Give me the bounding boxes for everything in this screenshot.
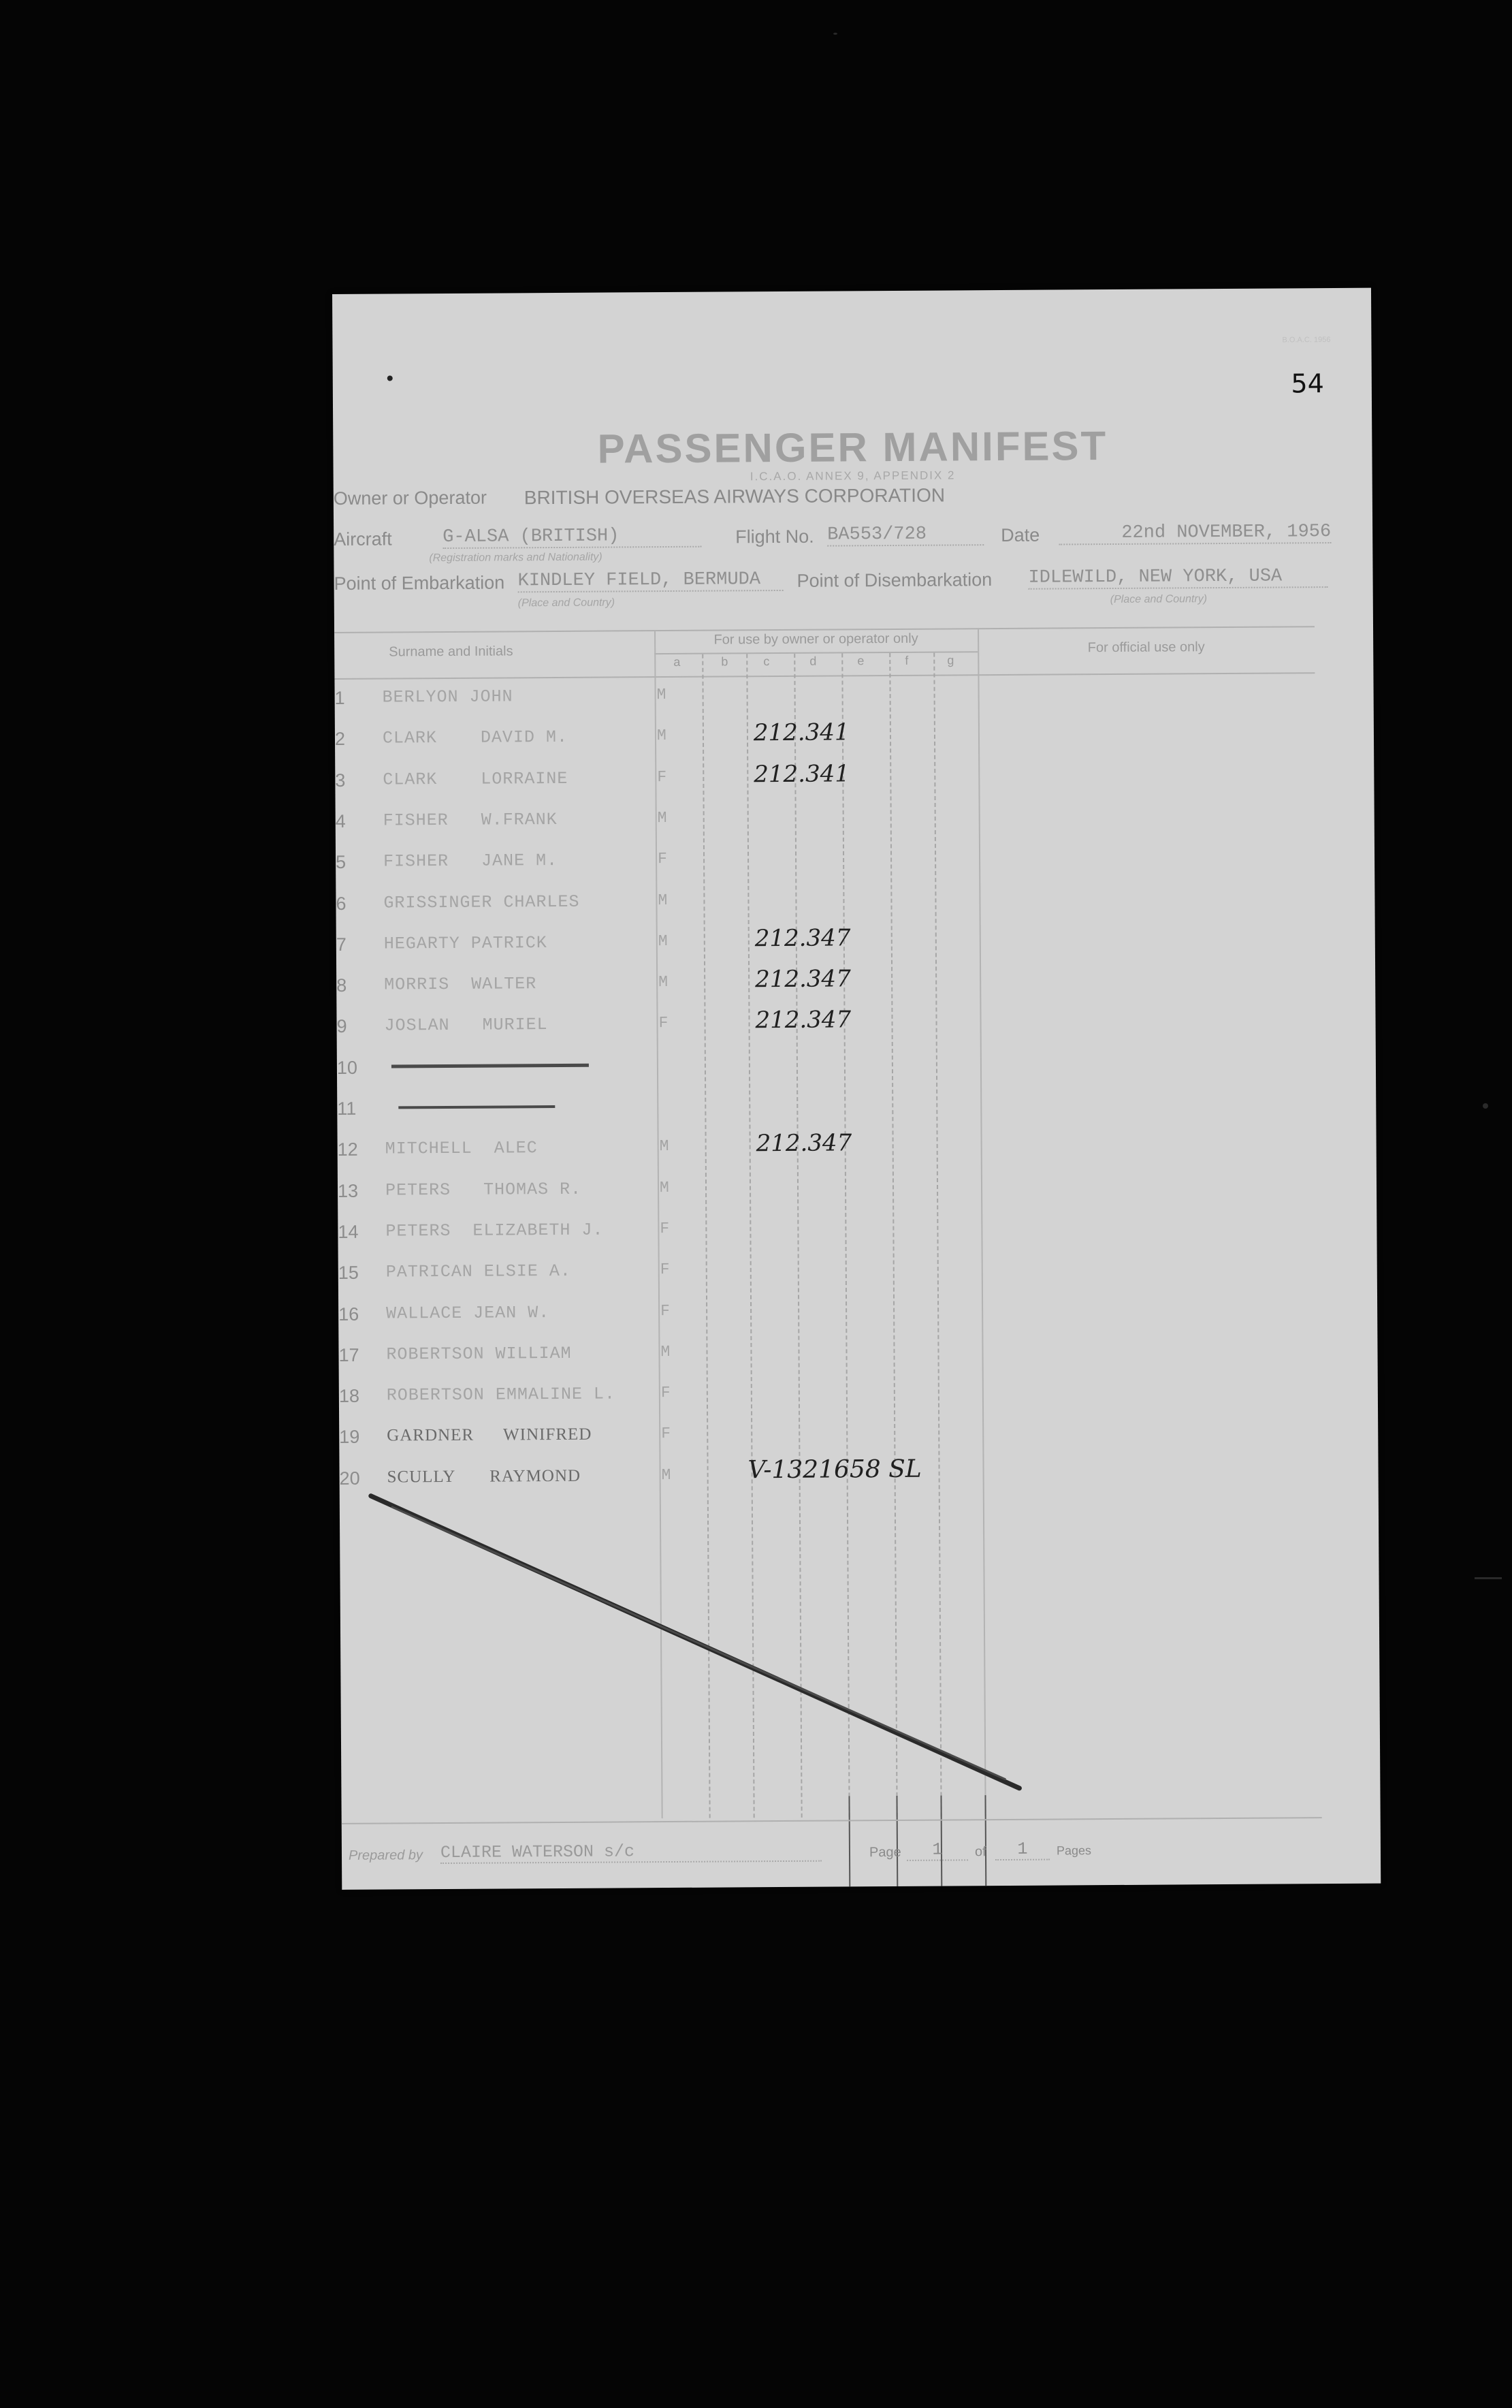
speck [1483,1103,1488,1109]
table-row [334,672,1373,719]
speck [1475,1577,1502,1579]
row-number: 12 [337,1139,358,1160]
table-row [338,1165,1377,1211]
passenger-sex: F [658,1014,669,1032]
row-number: 8 [336,975,347,996]
handwritten-code: V-1321658 SL [747,1455,922,1484]
passenger-name: WALLACE JEAN W. [386,1302,550,1324]
table-row [336,836,1374,883]
table-row [339,1411,1378,1458]
passenger-name: PATRICAN ELSIE A. [385,1261,571,1282]
passenger-sex: M [658,932,668,950]
passenger-name: CLARK DAVID M. [382,727,568,748]
passenger-sex: M [657,808,667,827]
passenger-sex: M [658,891,668,909]
passenger-name: FISHER JANE M. [383,851,558,872]
passenger-name: MORRIS WALTER [384,974,537,995]
passenger-sex: M [656,727,666,745]
header-names: Surname and Initials [389,644,513,660]
owner-label: Owner or Operator [333,487,487,509]
date-value: 22nd NOVEMBER, 1956 [1059,522,1331,545]
embark-caption: (Place and Country) [517,597,615,609]
ink-dot [387,375,393,381]
passenger-sex: F [660,1261,670,1279]
row-number: 6 [336,893,347,914]
passenger-name: GRISSINGER CHARLES [383,891,580,913]
pages-label: Pages [1056,1843,1092,1858]
passenger-sex: F [657,850,667,868]
flight-label: Flight No. [735,526,814,548]
page-label: Page [869,1844,901,1860]
passenger-sex: F [660,1301,671,1320]
passenger-name: BERLYON JOHN [382,686,513,708]
aircraft-value: G-ALSA (BRITISH) [443,526,701,549]
prepared-value: CLAIRE WATERSON s/c [440,1841,822,1864]
handwritten-code: 212.347 [755,965,851,994]
row-number: 4 [335,810,346,831]
passenger-name: GARDNER WINIFRED [387,1425,592,1445]
row-number: 13 [337,1180,359,1201]
speck [833,33,837,35]
cancellation-stroke [364,1485,1047,1803]
table-row [339,1370,1378,1417]
header-owner-use: For use by owner or operator only [713,631,918,648]
subcol-c: c [763,654,770,669]
flight-value: BA553/728 [827,524,984,546]
document-title: PASSENGER MANIFEST [597,423,1108,472]
passenger-name: HEGARTY PATRICK [383,932,547,954]
header-official-use: For official use only [1087,639,1205,656]
row-number: 1 [334,687,345,708]
passenger-name: ROBERTSON WILLIAM [386,1343,572,1365]
passenger-name: PETERS ELIZABETH J. [385,1220,604,1241]
passenger-sex: M [659,1178,669,1197]
embark-label: Point of Embarkation [334,572,505,594]
passenger-sex: F [660,1384,671,1402]
passenger-name: PETERS THOMAS R. [385,1179,582,1201]
row-number: 15 [338,1262,359,1284]
passenger-name: ROBERTSON EMMALINE L. [386,1384,616,1406]
table-row [335,713,1374,760]
owner-value: BRITISH OVERSEAS AIRWAYS CORPORATION [524,484,946,509]
passenger-sex: M [659,1137,669,1156]
handwritten-code: 212.341 [753,718,850,747]
row-number: 19 [339,1427,360,1448]
manifest-sheet [332,288,1381,1890]
table-row [336,918,1375,965]
row-number: 9 [336,1016,347,1037]
ink-guide [896,1796,899,1890]
subcol-a: a [673,654,681,669]
passenger-name: FISHER W.FRANK [383,809,558,831]
page-value: 1 [907,1839,968,1861]
table-row [338,1288,1377,1335]
embark-value: KINDLEY FIELD, BERMUDA [517,569,783,592]
ink-guide [984,1795,988,1890]
page-number: 54 [1291,368,1324,399]
date-label: Date [1001,524,1040,546]
row-number: 17 [338,1344,359,1365]
table-row [338,1329,1377,1376]
passenger-sex: F [657,767,667,786]
subcol-d: d [809,654,817,668]
passenger-name: SCULLY RAYMOND [387,1466,581,1487]
subcol-e: e [857,654,865,668]
disembark-label: Point of Disembarkation [797,569,993,591]
table-row [336,1000,1375,1047]
of-value: 1 [995,1839,1050,1860]
aircraft-label: Aircraft [334,528,392,550]
passenger-sex: M [661,1466,671,1484]
row-number: 16 [338,1303,359,1325]
passenger-sex: F [661,1425,671,1443]
passenger-sex: F [660,1219,670,1237]
row-number: 18 [338,1385,360,1407]
passenger-name: JOSLAN MURIEL [384,1015,548,1036]
corner-stamp: B.O.A.C. 1956 [1282,336,1331,345]
subcol-g: g [947,653,954,667]
passenger-name: MITCHELL ALEC [385,1138,538,1159]
passenger-sex: M [660,1342,671,1361]
table-row [337,1124,1376,1171]
row-number: 14 [338,1221,359,1242]
table-row [338,1247,1377,1294]
of-label: of [974,1844,986,1860]
row-number: 7 [336,934,347,955]
handwritten-code: 212.341 [754,759,850,788]
row-number: 5 [336,852,347,873]
prepared-label: Prepared by [348,1848,423,1863]
row-number: 11 [337,1098,357,1119]
row-number: 2 [334,729,346,750]
aircraft-caption: (Registration marks and Nationality) [429,551,602,565]
handwritten-code: 212.347 [755,1006,852,1034]
table-row [335,754,1374,801]
row-number: 10 [336,1057,358,1078]
disembark-caption: (Place and Country) [1110,593,1208,606]
row-number: 3 [335,770,346,791]
subcol-f: f [905,653,909,667]
table-row [336,877,1374,924]
passenger-name: CLARK LORRAINE [383,768,568,790]
disembark-value: IDLEWILD, NEW YORK, USA [1028,566,1328,590]
ink-guide [848,1796,852,1890]
handwritten-code: 212.347 [756,1129,852,1158]
document-reference: I.C.A.O. ANNEX 9, APPENDIX 2 [750,469,956,484]
handwritten-code: 212.347 [754,924,851,953]
footer-rule [342,1817,1322,1824]
table-row [336,960,1375,1007]
table-row [338,1206,1377,1253]
passenger-sex: M [658,973,669,992]
passenger-sex: M [656,686,666,704]
table-row [336,795,1374,842]
row-number: 20 [339,1468,360,1489]
subcol-b: b [721,654,728,669]
